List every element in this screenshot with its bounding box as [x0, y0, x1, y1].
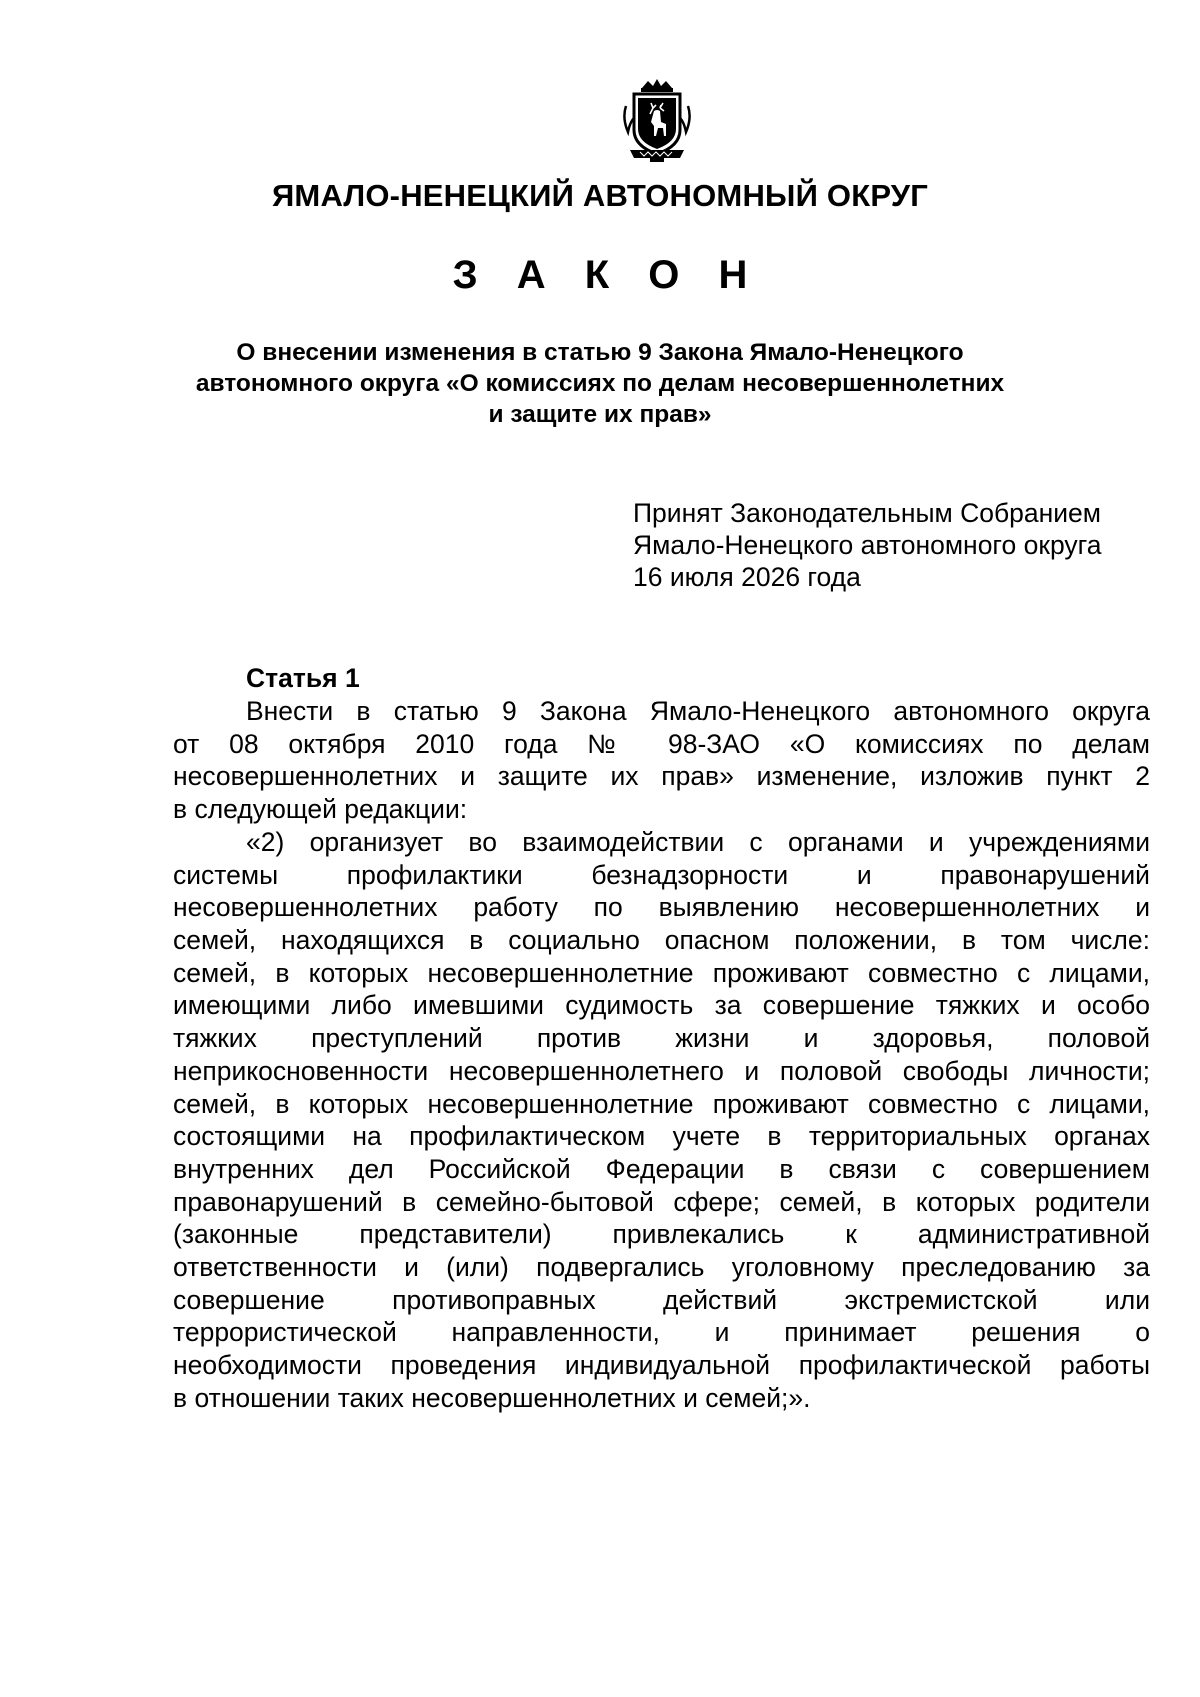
paragraph-line: неприкосновенности несовершеннолетнего и половой свободы личности; [173, 1055, 1150, 1086]
article-paragraph-1 [173, 695, 1150, 826]
paragraph-line: правонарушений в семейно-бытовой сфере; семей, в которых родители [173, 1186, 1150, 1217]
paragraph-line: несовершеннолетних работу по выявлению несовершеннолетних и [173, 892, 1150, 923]
paragraph-line: состоящими на профилактическом учете в территориальных органах [173, 1121, 1150, 1152]
document-type: З А К О Н [452, 253, 762, 297]
paragraph-line: имеющими либо имевшими судимость за совершение тяжких и особо [173, 990, 1150, 1021]
law-title [150, 337, 1050, 430]
paragraph-line: Внести в статью 9 Закона Ямало-Ненецкого автономного округа [246, 696, 1150, 726]
paragraph-line: (законные представители) привлекались к административной [173, 1219, 1150, 1250]
paragraph-line: системы профилактики безнадзорности и правонарушений [173, 859, 1150, 890]
adoption-block [633, 497, 1101, 593]
paragraph-line: семей, в которых несовершеннолетние проживают совместно с лицами, [173, 957, 1150, 988]
paragraph-line: семей, в которых несовершеннолетние проживают совместно с лицами, [173, 1088, 1150, 1119]
adoption-line: Принят Законодательным Собранием [633, 498, 1102, 528]
law-title-line: автономного округа «О комиссиях по делам несовершеннолетних [195, 370, 1005, 397]
law-title-line: О внесении изменения в статью 9 Закона Ямало-Ненецкого [236, 339, 964, 366]
paragraph-line: террористической направленности, и принимает решения о [173, 1317, 1150, 1348]
paragraph-line: необходимости проведения индивидуальной профилактической работы [173, 1350, 1150, 1380]
law-title-line: и защите их прав» [488, 401, 712, 428]
adoption-date: 16 июля 2026 года [633, 562, 861, 592]
region-name: ЯМАЛО-НЕНЕЦКИЙ АВТОНОМНЫЙ ОКРУГ [271, 178, 929, 213]
paragraph-line: несовершеннолетних и защите их прав» изменение, изложив пункт 2 [173, 761, 1150, 792]
paragraph-line: в отношении таких несовершеннолетних и семей;». [173, 1382, 811, 1413]
adoption-line: Ямало-Ненецкого автономного округа [633, 530, 1102, 560]
article-heading: Статья 1 [246, 663, 360, 693]
paragraph-line: тяжких преступлений против жизни и здоровья, половой [173, 1023, 1150, 1054]
paragraph-line: совершение противоправных действий экстремистской или [173, 1284, 1150, 1315]
article-paragraph-2 [173, 826, 1150, 1414]
paragraph-line: в следующей редакции: [173, 794, 468, 825]
paragraph-line: от 08 октября 2010 года № 98-ЗАО «О комиссиях по делам [173, 728, 1150, 759]
paragraph-line: «2) организует во взаимодействии с органами и учреждениями [246, 827, 1150, 857]
paragraph-line: семей, находящихся в социально опасном положении, в том числе: [173, 925, 1150, 956]
paragraph-line: ответственности и (или) подвергались уголовному преследованию за [173, 1251, 1150, 1282]
coat-of-arms-icon [620, 78, 694, 164]
paragraph-line: внутренних дел Российской Федерации в связи с совершением [173, 1153, 1150, 1184]
